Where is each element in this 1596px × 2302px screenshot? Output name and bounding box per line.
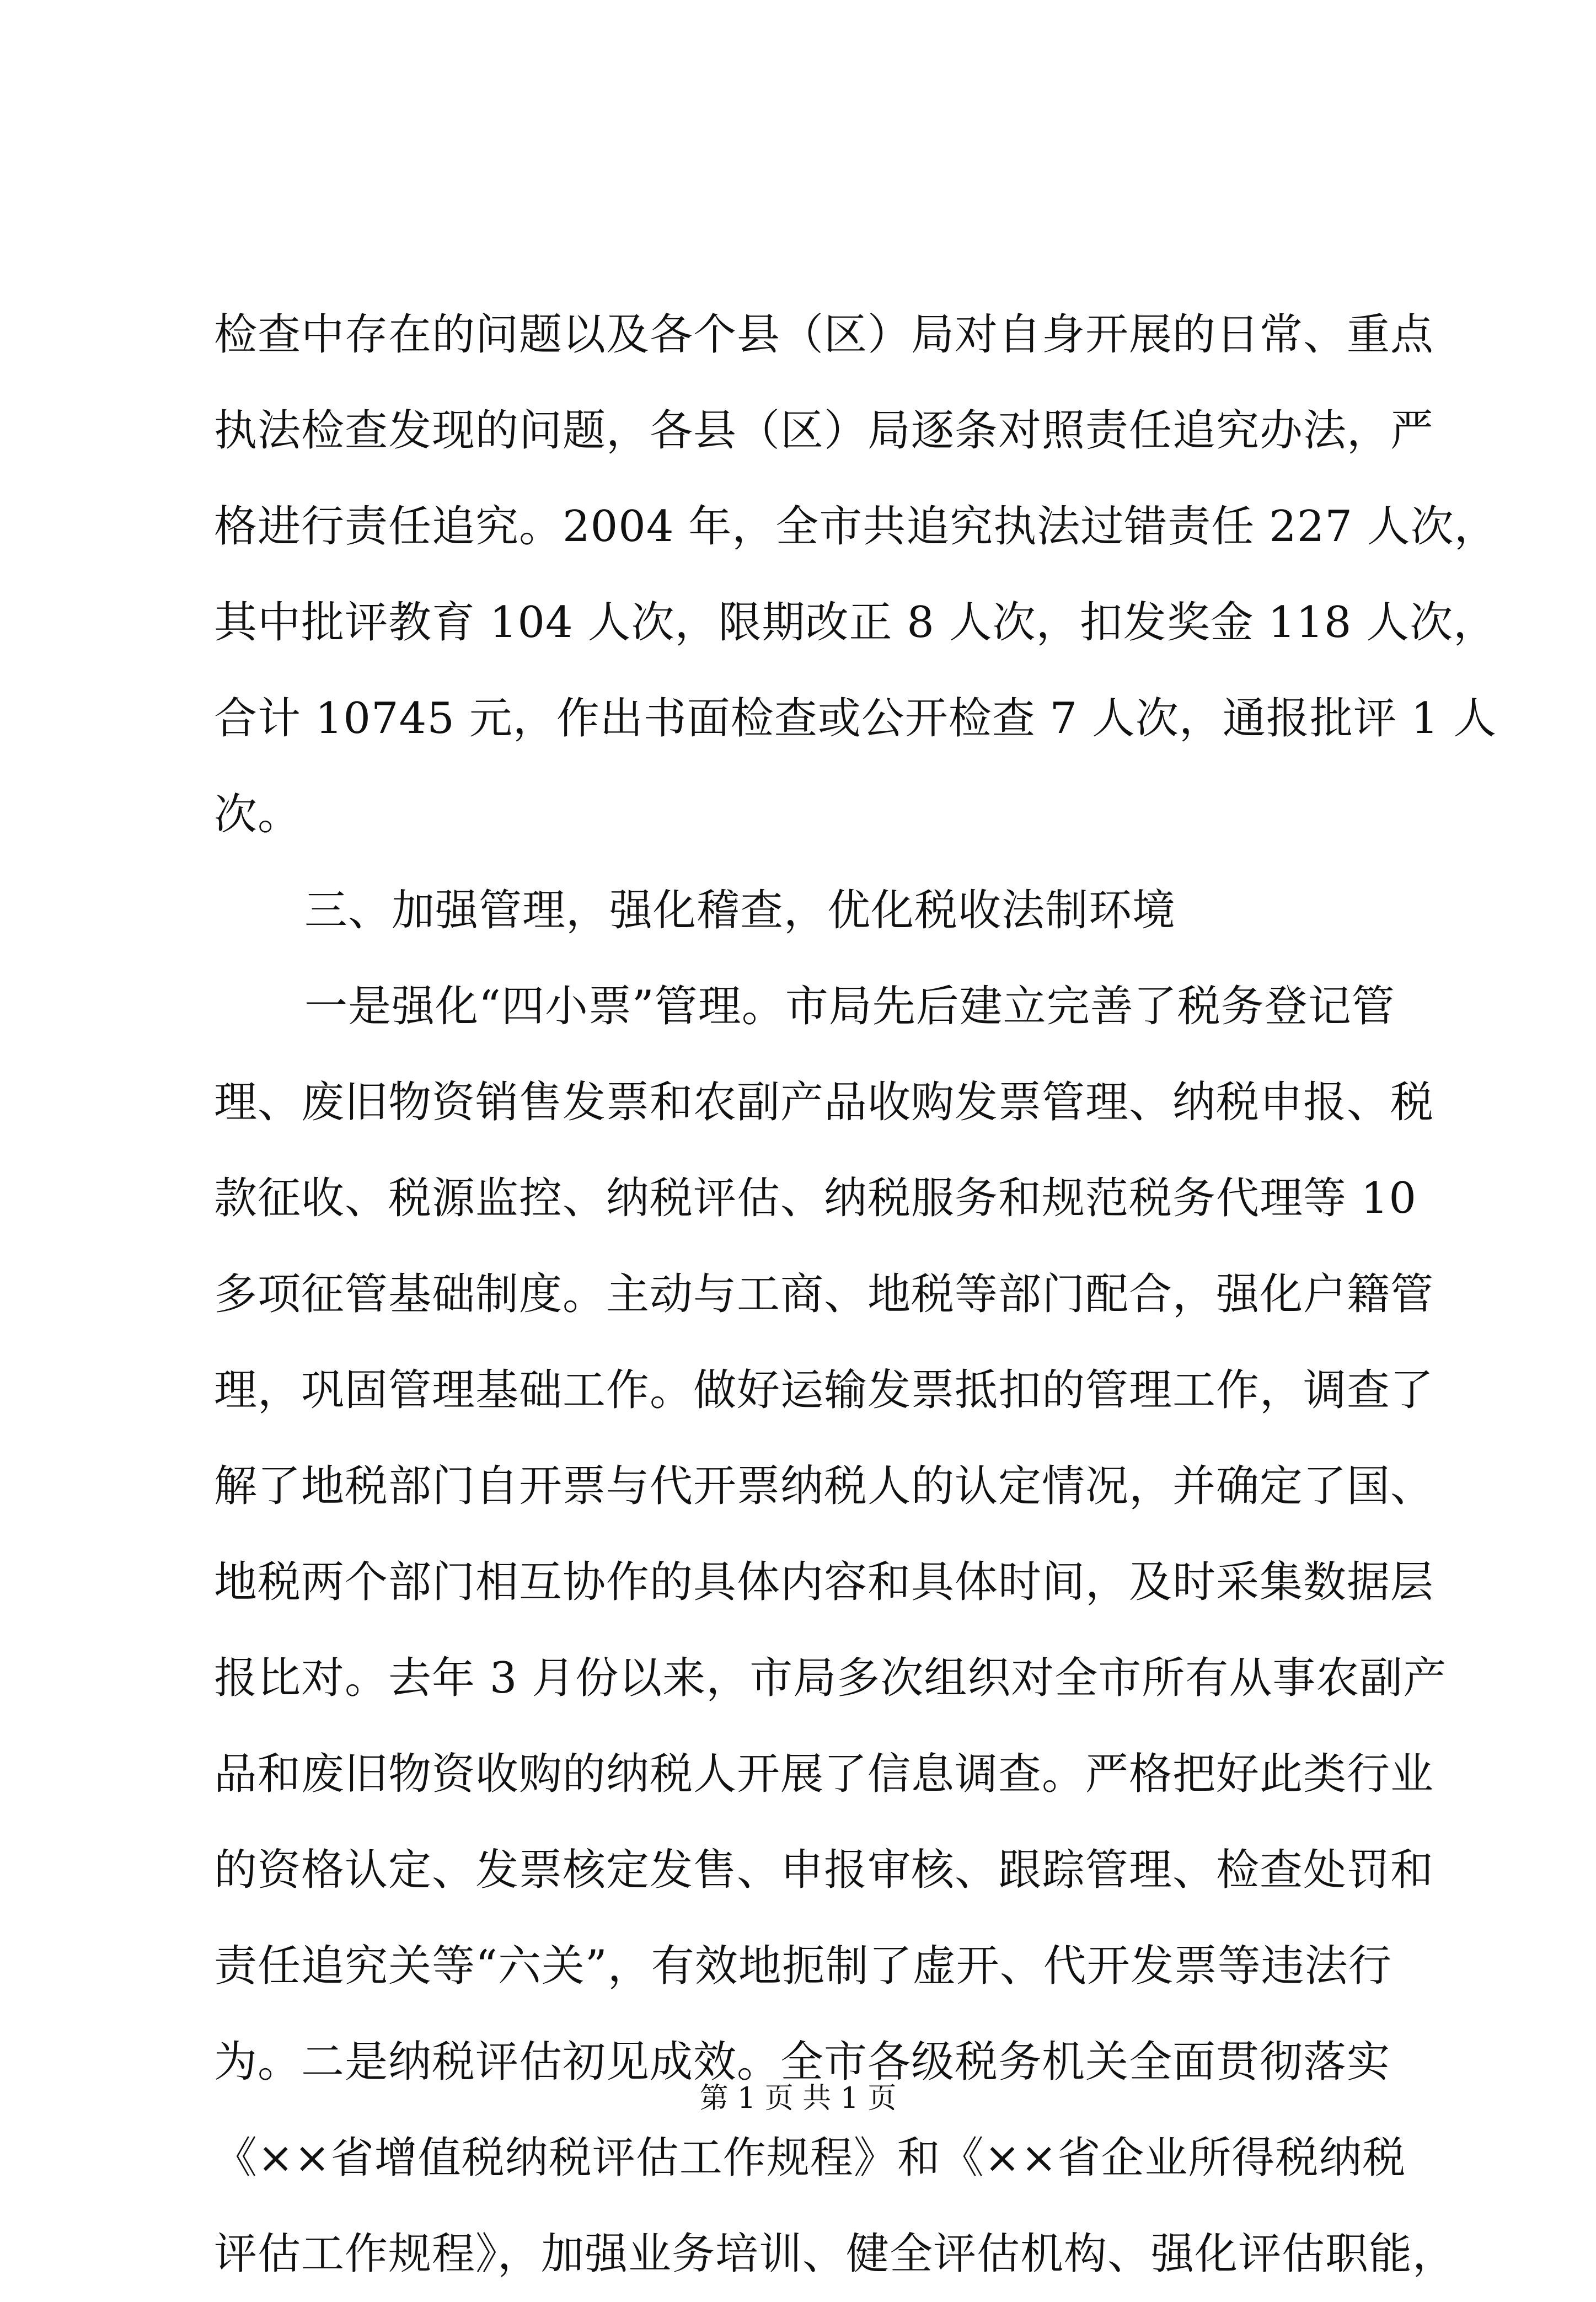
text-line: 评估工作规程》，加强业务培训、健全评估机构、强化评估职能， <box>214 2229 1456 2279</box>
text-line: 品和废旧物资收购的纳税人开展了信息调查。严格把好此类行业 <box>214 1749 1434 1799</box>
text-line: 多项征管基础制度。主动与工商、地税等部门配合，强化户籍管 <box>214 1270 1434 1319</box>
page-footer: 第 1 页 共 1 页 <box>699 2082 897 2115</box>
text-line: 报比对。去年 3 月份以来，市局多次组织对全市所有从事农副产 <box>214 1653 1447 1703</box>
text-line: 一是强化“四小票”管理。市局先后建立完善了税务登记管 <box>304 982 1395 1031</box>
text-line: 理、废旧物资销售发票和农副产品收购发票管理、纳税申报、税 <box>214 1078 1434 1127</box>
text-line: 为。二是纳税评估初见成效。全市各级税务机关全面贯彻落实 <box>214 2037 1391 2087</box>
text-line: 格进行责任追究。2004 年，全市共追究执法过错责任 227 人次， <box>214 502 1498 552</box>
text-line: 检查中存在的问题以及各个县（区）局对自身开展的日常、重点 <box>214 310 1434 360</box>
text-line: 合计 10745 元，作出书面检查或公开检查 7 人次，通报批评 1 人 <box>214 694 1497 743</box>
text-line: 解了地税部门自开票与代开票纳税人的认定情况，并确定了国、 <box>214 1461 1434 1511</box>
document-body <box>214 287 1498 2302</box>
text-line: 地税两个部门相互协作的具体内容和具体时间，及时采集数据层 <box>214 1557 1434 1607</box>
text-line: 责任追究关等“六关”，有效地扼制了虚开、代开发票等违法行 <box>214 1941 1392 1991</box>
text-line: 的资格认定、发票核定发售、申报审核、跟踪管理、检查处罚和 <box>214 1845 1434 1895</box>
text-line: 《××省增值税纳税评估工作规程》和《××省企业所得税纳税 <box>214 2133 1406 2183</box>
text-line: 理，巩固管理基础工作。做好运输发票抵扣的管理工作，调查了 <box>214 1366 1434 1415</box>
text-line: 其中批评教育 104 人次，限期改正 8 人次，扣发奖金 118 人次， <box>214 598 1497 647</box>
text-line: 款征收、税源监控、纳税评估、纳税服务和规范税务代理等 10 <box>214 1174 1417 1223</box>
text-line: 三、加强管理，强化稽查，优化税收法制环境 <box>304 886 1176 935</box>
text-line: 执法检查发现的问题，各县（区）局逐条对照责任追究办法，严 <box>214 406 1434 456</box>
text-line: 次。 <box>214 790 302 839</box>
